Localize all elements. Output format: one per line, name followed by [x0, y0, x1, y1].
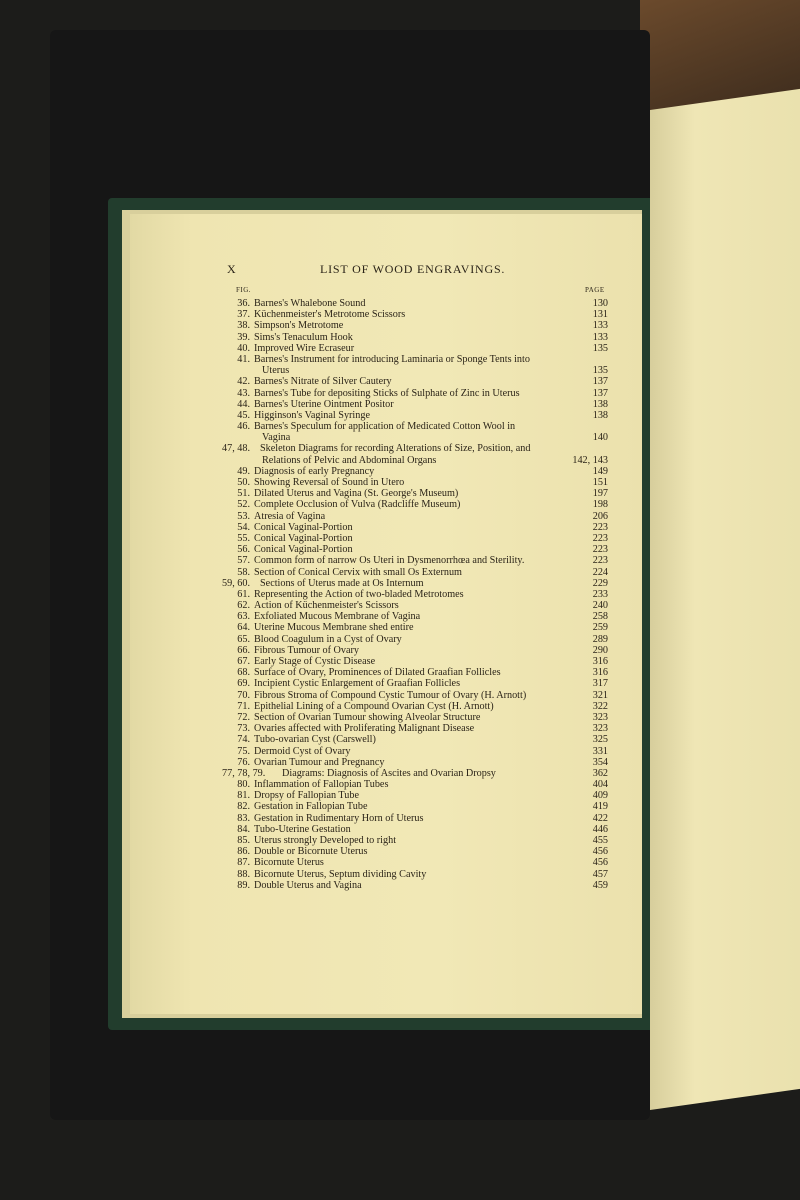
- list-item: [228, 331, 608, 343]
- engraving-description: Gestation in Rudimentary Horn of Uterus: [254, 812, 424, 824]
- engraving-description: Uterus strongly Developed to right: [254, 835, 397, 846]
- list-item: [228, 633, 608, 645]
- list-item: [228, 544, 608, 556]
- figure-number: 38.: [237, 320, 250, 332]
- list-item: [228, 510, 608, 522]
- list-item: [228, 488, 608, 500]
- page-reference: 138: [592, 398, 608, 410]
- figure-number: 37.: [237, 309, 250, 321]
- list-item: [228, 342, 608, 354]
- figure-number: 67.: [237, 656, 250, 667]
- figure-number: 43.: [237, 387, 250, 399]
- figure-number: 86.: [237, 846, 250, 858]
- page-reference: 137: [592, 376, 608, 388]
- figure-number: 71.: [237, 700, 250, 712]
- engraving-description: Double Uterus and Vagina: [254, 879, 362, 891]
- list-item: [228, 398, 608, 410]
- engraving-description: Surface of Ovary, Prominences of Dilated Graafian Follicles: [254, 667, 501, 679]
- engraving-description: Dropsy of Fallopian Tube: [254, 790, 359, 802]
- figure-number: 80.: [237, 779, 250, 791]
- engraving-description: Showing Reversal of Sound in Utero: [254, 477, 405, 488]
- figure-number: 57.: [237, 555, 250, 567]
- page-reference: 456: [592, 857, 608, 869]
- figure-number: 62.: [237, 600, 250, 612]
- list-item: [228, 745, 608, 757]
- list-item: [228, 376, 608, 388]
- page-reference: 354: [592, 756, 608, 768]
- list-item: [228, 409, 608, 421]
- page-reference: 240: [592, 600, 608, 612]
- list-item: [228, 432, 608, 444]
- engravings-list: [222, 298, 608, 891]
- figure-number: 72.: [237, 711, 250, 723]
- figure-number: 59, 60.: [222, 577, 251, 589]
- page-reference: 140: [592, 432, 608, 444]
- page-reference: 409: [592, 790, 608, 802]
- page-reference: 133: [592, 320, 608, 332]
- figure-number: 53.: [237, 510, 250, 522]
- page-reference: 149: [592, 465, 608, 477]
- figure-number: 68.: [237, 667, 250, 679]
- list-item: [228, 566, 608, 578]
- list-item: [228, 823, 608, 835]
- figure-number: 50.: [237, 477, 250, 488]
- page-reference: 422: [592, 812, 608, 824]
- engraving-description: Double or Bicornute Uterus: [254, 846, 368, 858]
- engraving-description: Conical Vaginal-Portion: [254, 521, 353, 533]
- engraving-description: Bicornute Uterus, Septum dividing Cavity: [254, 868, 427, 880]
- engraving-description: Küchenmeister's Metrotome Scissors: [254, 309, 406, 321]
- page-reference: 323: [592, 723, 608, 735]
- engraving-description: Barnes's Nitrate of Silver Cautery: [254, 376, 392, 388]
- page-reference: 362: [592, 767, 608, 779]
- list-item: [228, 555, 608, 567]
- page-reference: 206: [592, 510, 608, 522]
- engraving-description: Section of Ovarian Tumour showing Alveolar Structure: [254, 711, 481, 723]
- list-item: [228, 667, 608, 679]
- list-item: [228, 309, 608, 321]
- figure-number: 42.: [237, 376, 250, 388]
- figure-number: 61.: [237, 588, 250, 600]
- list-item: [228, 678, 608, 690]
- engraving-description: Improved Wire Ecraseur: [254, 342, 355, 354]
- engraving-description: Uterine Mucous Membrane shed entire: [254, 622, 414, 634]
- engraving-description: Skeleton Diagrams for recording Alterations of Size, Position, and: [260, 443, 531, 455]
- list-item: [228, 700, 608, 712]
- page-reference: 198: [592, 499, 608, 511]
- page-reference: 223: [592, 532, 608, 544]
- list-item: [222, 767, 608, 779]
- engraving-description: Fibrous Tumour of Ovary: [254, 644, 359, 656]
- list-item: [228, 532, 608, 544]
- engraving-description: Early Stage of Cystic Disease: [254, 656, 376, 667]
- page-reference: 258: [592, 611, 608, 623]
- engraving-description: Diagnosis of early Pregnancy: [254, 465, 375, 477]
- engraving-description: Fibrous Stroma of Compound Cystic Tumour of Ovary (H. Arnott): [254, 689, 527, 701]
- list-item: [228, 298, 608, 309]
- page-reference: 322: [592, 700, 608, 712]
- figure-number: 64.: [237, 622, 250, 634]
- engraving-description: Representing the Action of two-bladed Metrotomes: [254, 588, 464, 600]
- figure-number: 40.: [237, 342, 250, 354]
- page-reference: 457: [592, 868, 608, 880]
- page-reference: 331: [592, 745, 608, 757]
- page-reference: 131: [592, 309, 608, 321]
- page-reference: 325: [592, 734, 608, 746]
- list-item: [222, 577, 608, 589]
- list-item: [228, 656, 608, 667]
- list-item: [228, 521, 608, 533]
- engraving-description: Dermoid Cyst of Ovary: [254, 745, 351, 757]
- engraving-description: Barnes's Whalebone Sound: [254, 298, 366, 309]
- engraving-description: Higginson's Vaginal Syringe: [254, 409, 370, 421]
- list-item: [228, 320, 608, 332]
- list-item: [228, 588, 608, 600]
- engraving-description: Atresia of Vagina: [254, 510, 326, 522]
- list-item: [228, 354, 600, 365]
- list-item: [228, 846, 608, 858]
- page-reference: 323: [592, 711, 608, 723]
- page-reference: 459: [592, 879, 608, 891]
- page-number-roman: X: [227, 262, 236, 276]
- figure-number: 89.: [237, 879, 250, 891]
- list-item: [228, 465, 608, 477]
- figure-number: 69.: [237, 678, 250, 690]
- page-reference: 316: [592, 656, 608, 667]
- page-reference: 289: [592, 633, 608, 645]
- engraving-description: Sims's Tenaculum Hook: [254, 331, 353, 343]
- figure-number: 44.: [237, 398, 250, 410]
- engraving-description: Diagrams: Diagnosis of Ascites and Ovarian Dropsy: [282, 767, 496, 779]
- engraving-description: Epithelial Lining of a Compound Ovarian Cyst (H. Arnott): [254, 700, 494, 712]
- list-item: [228, 756, 608, 768]
- engraving-description: Complete Occlusion of Vulva (Radcliffe Museum): [254, 499, 461, 511]
- page-reference: 135: [592, 342, 608, 354]
- book-page: [130, 214, 642, 1014]
- figure-number: 65.: [237, 633, 250, 645]
- figure-number: 63.: [237, 611, 250, 623]
- figure-number: 49.: [237, 465, 250, 477]
- page-reference: 137: [592, 387, 608, 399]
- page-reference: 455: [592, 835, 608, 846]
- list-item: [228, 779, 608, 791]
- figure-number: 66.: [237, 644, 250, 656]
- engraving-description: Relations of Pelvic and Abdominal Organs: [262, 454, 437, 466]
- figure-number: 51.: [237, 488, 250, 500]
- figure-number: 46.: [237, 421, 250, 433]
- figure-number: 76.: [237, 756, 250, 768]
- figure-number: 88.: [237, 868, 250, 880]
- engraving-description: Incipient Cystic Enlargement of Graafian Follicles: [254, 678, 461, 690]
- figure-number: 84.: [237, 823, 250, 835]
- figure-number: 82.: [237, 801, 250, 813]
- engraving-description: Gestation in Fallopian Tube: [254, 801, 368, 813]
- list-item: [228, 723, 608, 735]
- engraving-description: Dilated Uterus and Vagina (St. George's Museum): [254, 488, 459, 500]
- engraving-description: Sections of Uterus made at Os Internum: [260, 577, 424, 589]
- figure-number: 75.: [237, 745, 250, 757]
- page-reference: 223: [592, 555, 608, 567]
- page-reference: 224: [592, 566, 608, 578]
- fig-column-label: FIG.: [236, 286, 252, 294]
- figure-number: 54.: [237, 521, 250, 533]
- figure-number: 77, 78, 79.: [222, 767, 266, 779]
- engraving-description: Vagina: [262, 432, 291, 444]
- list-item: [228, 454, 608, 466]
- engraving-description: Inflammation of Fallopian Tubes: [254, 779, 389, 791]
- page-reference: 197: [592, 488, 608, 500]
- list-item: [228, 790, 608, 802]
- page-reference: 419: [592, 801, 608, 813]
- page-reference: 223: [592, 521, 608, 533]
- page-reference: 130: [592, 298, 608, 309]
- figure-number: 73.: [237, 723, 250, 735]
- engraving-description: Uterus: [262, 365, 290, 377]
- page-reference: 151: [592, 477, 608, 488]
- engraving-description: Ovarian Tumour and Pregnancy: [254, 756, 385, 768]
- engraving-description: Common form of narrow Os Uteri in Dysmenorrhœa and Sterility.: [254, 555, 525, 567]
- engraving-description: Barnes's Speculum for application of Medicated Cotton Wool in: [254, 421, 516, 433]
- page-reference: 138: [592, 409, 608, 421]
- figure-number: 45.: [237, 409, 250, 421]
- engraving-description: Section of Conical Cervix with small Os Externum: [254, 566, 462, 578]
- page-reference: 317: [592, 678, 608, 690]
- list-item: [228, 365, 608, 377]
- page-column-label: PAGE: [585, 286, 605, 294]
- list-item: [228, 734, 608, 746]
- page-title: LIST OF WOOD ENGRAVINGS.: [320, 262, 506, 276]
- figure-number: 74.: [237, 734, 250, 746]
- figure-number: 85.: [237, 835, 250, 846]
- page-reference: 259: [592, 622, 608, 634]
- engraving-description: Simpson's Metrotome: [254, 320, 344, 332]
- list-item: [228, 611, 608, 623]
- page-reference: 233: [592, 588, 608, 600]
- figure-number: 39.: [237, 331, 250, 343]
- list-item: [228, 812, 608, 824]
- page-reference: 321: [592, 689, 608, 701]
- figure-number: 81.: [237, 790, 250, 802]
- page-reference: 133: [592, 331, 608, 343]
- figure-number: 47, 48.: [222, 443, 251, 455]
- engraving-description: Ovaries affected with Proliferating Malignant Disease: [254, 723, 475, 735]
- engraving-description: Tubo-Uterine Gestation: [254, 823, 351, 835]
- engraving-description: Barnes's Uterine Ointment Positor: [254, 398, 394, 410]
- figure-number: 56.: [237, 544, 250, 556]
- engraving-description: Action of Küchenmeister's Scissors: [254, 600, 399, 612]
- figure-number: 55.: [237, 532, 250, 544]
- figure-number: 41.: [237, 353, 250, 365]
- figure-number: 87.: [237, 857, 250, 869]
- engraving-description: Conical Vaginal-Portion: [254, 544, 353, 556]
- list-item: [228, 711, 608, 723]
- page-reference: 135: [592, 365, 608, 377]
- figure-number: 58.: [237, 566, 250, 578]
- engraving-description: Blood Coagulum in a Cyst of Ovary: [254, 633, 402, 645]
- page-header: [130, 262, 642, 278]
- list-item: [228, 499, 608, 511]
- list-item: [228, 600, 608, 612]
- list-item: [228, 689, 608, 701]
- page-reference: 229: [592, 577, 608, 589]
- figure-number: 70.: [237, 689, 250, 701]
- list-item: [228, 801, 608, 813]
- page-reference: 446: [592, 823, 608, 835]
- page-reference: 404: [592, 779, 608, 791]
- page-reference: 142, 143: [572, 454, 608, 466]
- page-reference: 456: [592, 846, 608, 858]
- engraving-description: Tubo-ovarian Cyst (Carswell): [254, 734, 376, 746]
- list-item: [228, 857, 608, 869]
- engraving-description: Exfoliated Mucous Membrane of Vagina: [254, 611, 421, 623]
- list-item: [222, 443, 600, 455]
- facing-page: [650, 89, 800, 1110]
- engraving-description: Barnes's Instrument for introducing Laminaria or Sponge Tents into: [254, 353, 530, 365]
- page-reference: 290: [592, 644, 608, 656]
- page-reference: 316: [592, 667, 608, 679]
- list-item: [228, 387, 608, 399]
- engraving-description: Conical Vaginal-Portion: [254, 532, 353, 544]
- list-item: [228, 622, 608, 634]
- list-item: [228, 477, 608, 488]
- list-item: [228, 868, 608, 880]
- page-reference: 223: [592, 544, 608, 556]
- list-item: [228, 421, 600, 432]
- engraving-description: Bicornute Uterus: [254, 857, 324, 869]
- figure-number: 36.: [237, 298, 250, 309]
- list-item: [228, 644, 608, 656]
- figure-number: 83.: [237, 812, 250, 824]
- engraving-description: Barnes's Tube for depositing Sticks of Sulphate of Zinc in Uterus: [254, 387, 520, 399]
- list-item: [228, 835, 608, 846]
- figure-number: 52.: [237, 499, 250, 511]
- list-item: [228, 879, 608, 891]
